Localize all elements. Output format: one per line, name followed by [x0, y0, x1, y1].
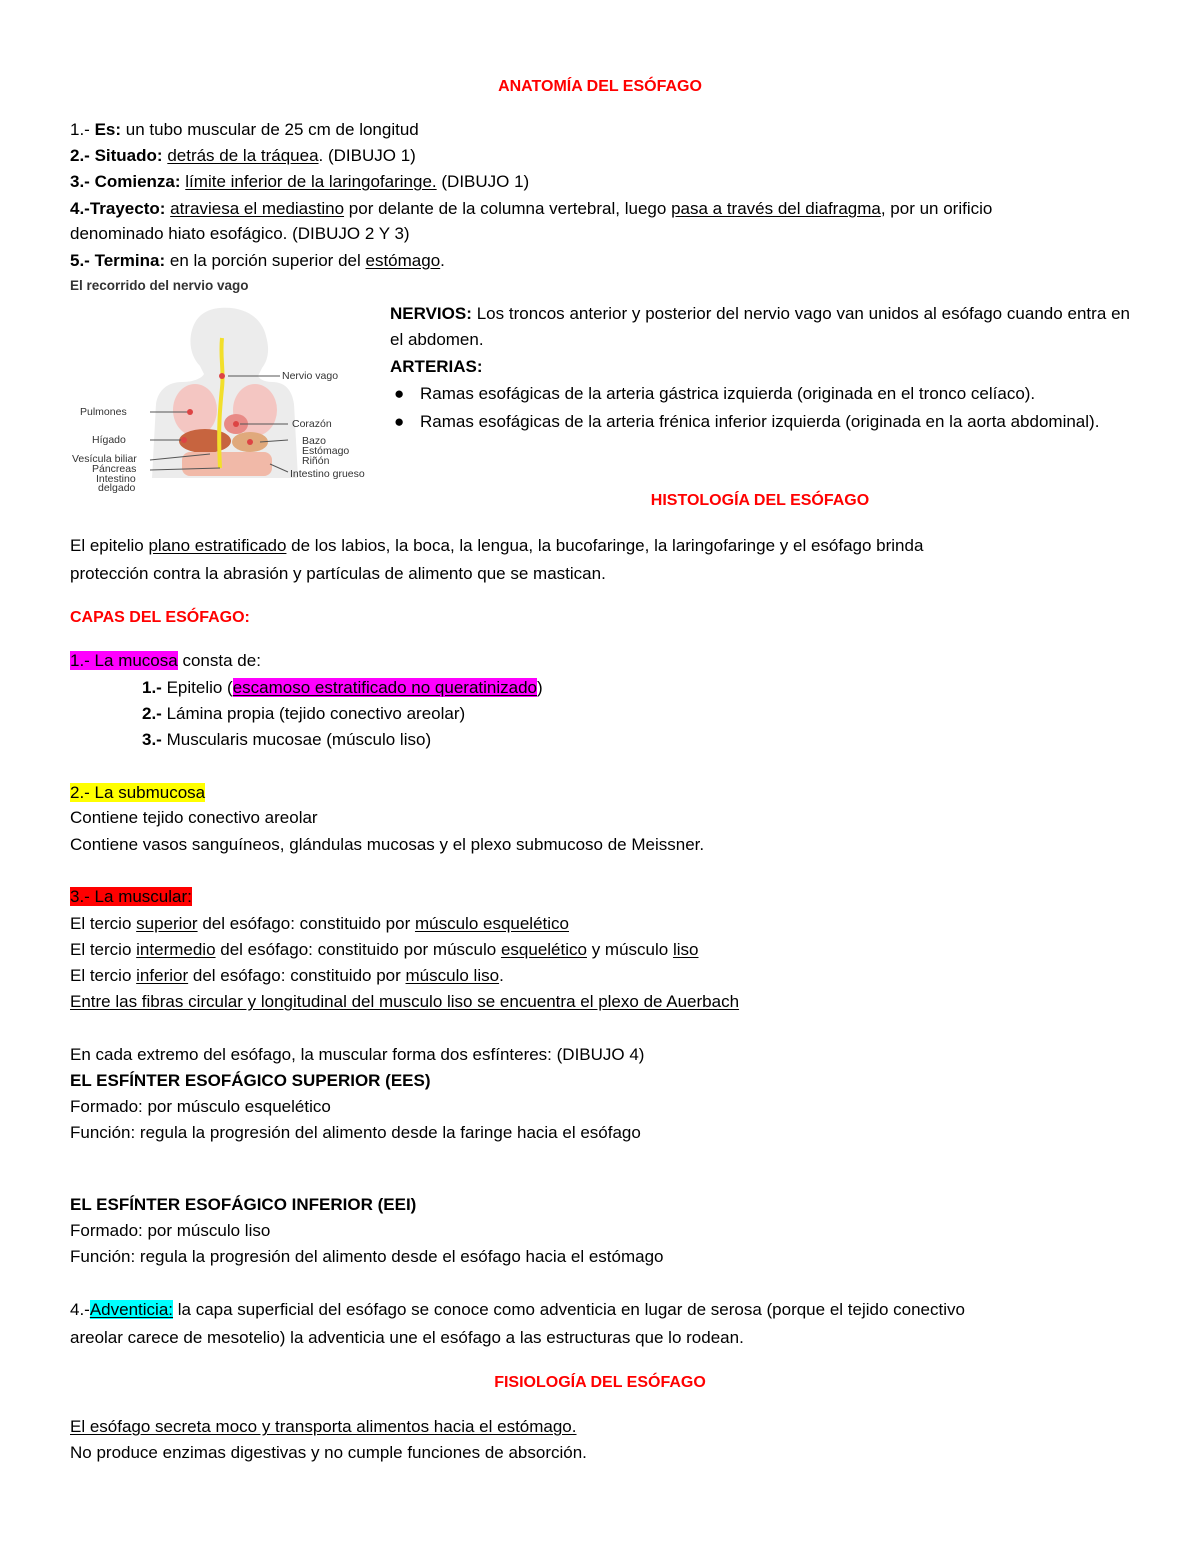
- mucosa-text: consta de:: [182, 651, 261, 670]
- bullet-icon: ●: [394, 412, 405, 431]
- fisiologia-underline: El esófago secreta moco y transporta alimentos hacia el estómago.: [70, 1417, 577, 1436]
- anatomia-line-2: [70, 145, 416, 167]
- adv-num: 4.-: [70, 1300, 90, 1319]
- ees-title: EL ESFÍNTER ESOFÁGICO SUPERIOR (EES): [70, 1071, 431, 1090]
- anatomia-line-3: [70, 171, 529, 193]
- arterias-label: ARTERIAS:: [390, 357, 483, 376]
- anatomia-line-1: [70, 119, 419, 141]
- mus3-t2: del esófago: constituido por: [192, 966, 401, 985]
- trayecto-text-2: , por un orificio: [880, 199, 993, 218]
- anatomia-line-4b: denominado hiato esofágico. (DIBUJO 2 Y 3): [70, 224, 410, 243]
- submucosa-line: [70, 782, 205, 804]
- label-delgado: delgado: [98, 482, 136, 494]
- histologia-underline: plano estratificado: [148, 536, 287, 555]
- trayecto-underline-2: pasa a través del diafragma: [671, 199, 881, 218]
- arterias-bullet-1-text: Ramas esofágicas de la arteria gástrica izquierda (originada en el tronco celíaco).: [420, 384, 1036, 403]
- mucosa-item-2: [142, 703, 465, 725]
- adventicia-highlight: Adventicia:: [89, 1300, 174, 1319]
- anatomia-line-4: [70, 198, 992, 220]
- mus2-t2: del esófago: constituido por músculo: [220, 940, 497, 959]
- muscular-l4: [70, 991, 739, 1013]
- trayecto-underline-1: atraviesa el mediastino: [170, 199, 345, 218]
- label-intestino: Intestino: [96, 473, 136, 485]
- mus3-u1: inferior: [136, 966, 189, 985]
- muscular-l3: [70, 965, 504, 987]
- histologia-t2: de los labios, la boca, la lengua, la bucofaringe, la laringofaringe y el esófago brinda: [291, 536, 924, 555]
- mucosa-highlight: 1.- La mucosa: [70, 651, 178, 670]
- ees-l1: Formado: por músculo esquelético: [70, 1097, 331, 1116]
- histologia-line-1: [70, 535, 923, 557]
- es-label: Es:: [94, 120, 122, 139]
- situado-text: . (DIBUJO 1): [318, 146, 416, 165]
- arterias-bullet-1: [390, 381, 1130, 407]
- eei-l1: Formado: por músculo liso: [70, 1221, 271, 1240]
- m3-text: Muscularis mucosae (músculo liso): [166, 730, 432, 749]
- trayecto-text-1: por delante de la columna vertebral, luego: [348, 199, 667, 218]
- mus3-u2: músculo liso: [405, 966, 500, 985]
- mus2-u3: liso: [672, 940, 699, 959]
- mus1-u2: músculo esquelético: [414, 914, 569, 933]
- muscular-line: [70, 886, 192, 908]
- mus3-end: .: [499, 966, 504, 985]
- adventicia-line-2: areolar carece de mesotelio) la adventicia une el esófago a las estructuras que lo rodean.: [70, 1328, 744, 1347]
- mus2-u1: intermedio: [136, 940, 216, 959]
- nervios-paragraph: [390, 301, 1130, 353]
- label-corazon: Corazón: [292, 418, 332, 430]
- mus1-t1: El tercio: [70, 914, 132, 933]
- m1-num: 1.-: [142, 678, 162, 697]
- mucosa-item-1: [142, 677, 543, 699]
- muscular-l2: [70, 939, 698, 961]
- figure-title: El recorrido del nervio vago: [70, 278, 249, 293]
- comienza-text: (DIBUJO 1): [441, 172, 530, 191]
- mucosa-item-3: [142, 729, 431, 751]
- m1-text: Epitelio (: [166, 678, 233, 697]
- termina-end: .: [440, 251, 445, 270]
- adventicia-line-1: [70, 1299, 965, 1321]
- termina-text: en la porción superior del: [169, 251, 361, 270]
- label-pancreas: Páncreas: [92, 463, 137, 475]
- capas-title: CAPAS DEL ESÓFAGO:: [70, 609, 250, 626]
- fisiologia-l1: [70, 1416, 577, 1438]
- mucosa-line: [70, 650, 261, 672]
- num-5: 5.-: [70, 251, 90, 270]
- situado-underline: detrás de la tráquea: [167, 146, 319, 165]
- anatomia-line-5: [70, 250, 445, 272]
- num-3: 3.-: [70, 172, 90, 191]
- mus2-t3: y músculo: [591, 940, 669, 959]
- label-higado: Hígado: [92, 434, 126, 446]
- nervios-text: Los troncos anterior y posterior del nervio vago van unidos al esófago cuando entra en el abdomen.: [390, 304, 1130, 349]
- num-2: 2.-: [70, 146, 90, 165]
- fisiologia-title: FISIOLOGÍA DEL ESÓFAGO: [494, 1374, 706, 1391]
- nervios-label: NERVIOS:: [390, 304, 472, 323]
- mus3-t1: El tercio: [70, 966, 132, 985]
- label-estomago: Estómago: [302, 445, 350, 457]
- comienza-underline: límite inferior de la laringofaringe.: [185, 172, 437, 191]
- m3-num: 3.-: [142, 730, 162, 749]
- histologia-t1: El epitelio: [70, 536, 144, 555]
- num-1: 1.-: [70, 120, 90, 139]
- muscular-highlight: 3.- La muscular:: [70, 887, 192, 906]
- anatomia-title: ANATOMÍA DEL ESÓFAGO: [498, 78, 702, 95]
- label-nervio-vago: Nervio vago: [282, 370, 339, 382]
- label-vesicula: Vesícula biliar: [72, 453, 137, 465]
- termina-label: Termina:: [94, 251, 166, 270]
- histologia-title: HISTOLOGÍA DEL ESÓFAGO: [650, 492, 870, 509]
- label-intestino-grueso: Intestino grueso: [290, 468, 365, 480]
- es-text: un tubo muscular de 25 cm de longitud: [125, 120, 419, 139]
- ees-l2: Función: regula la progresión del alimento desde la faringe hacia el esófago: [70, 1123, 641, 1142]
- vagus-nerve-figure: [70, 278, 375, 496]
- submucosa-l1: Contiene tejido conectivo areolar: [70, 808, 318, 827]
- m2-num: 2.-: [142, 704, 162, 723]
- situado-label: Situado:: [94, 146, 163, 165]
- arterias-bullet-2: [390, 409, 1130, 435]
- mus2-u2: esquelético: [500, 940, 587, 959]
- esfinteres-intro: En cada extremo del esófago, la muscular forma dos esfínteres: (DIBUJO 4): [70, 1045, 645, 1064]
- label-pulmones: Pulmones: [80, 406, 127, 418]
- histologia-line-2: protección contra la abrasión y partículas de alimento que se mastican.: [70, 564, 606, 583]
- bullet-icon: ●: [394, 384, 405, 403]
- adv-text: la capa superficial del esófago se conoce como adventicia en lugar de serosa (porque el tejido conectivo: [177, 1300, 965, 1319]
- auerbach-underline: Entre las fibras circular y longitudinal del musculo liso se encuentra el plexo de Auerbach: [70, 992, 740, 1011]
- arterias-bullet-2-text: Ramas esofágicas de la arteria frénica inferior izquierda (originada en la aorta abdominal).: [420, 412, 1100, 431]
- trayecto-label: 4.-Trayecto:: [70, 199, 166, 218]
- fisiologia-l2: No produce enzimas digestivas y no cumple funciones de absorción.: [70, 1443, 587, 1462]
- mus1-t2: del esófago: constituido por: [202, 914, 411, 933]
- m1-highlight: escamoso estratificado no queratinizado: [232, 678, 538, 697]
- submucosa-highlight: 2.- La submucosa: [70, 783, 206, 802]
- comienza-label: Comienza:: [94, 172, 181, 191]
- label-bazo: Bazo: [302, 435, 326, 447]
- mus2-t1: El tercio: [70, 940, 132, 959]
- muscular-l1: [70, 913, 569, 935]
- eei-l2: Función: regula la progresión del alimento desde el esófago hacia el estómago: [70, 1247, 664, 1266]
- eei-title: EL ESFÍNTER ESOFÁGICO INFERIOR (EEI): [70, 1195, 417, 1214]
- termina-underline: estómago: [365, 251, 441, 270]
- label-rinon: Riñón: [302, 455, 330, 467]
- m1-end: ): [537, 678, 543, 697]
- m2-text: Lámina propia (tejido conectivo areolar): [166, 704, 466, 723]
- submucosa-l2: Contiene vasos sanguíneos, glándulas mucosas y el plexo submucoso de Meissner.: [70, 835, 705, 854]
- mus1-u1: superior: [136, 914, 198, 933]
